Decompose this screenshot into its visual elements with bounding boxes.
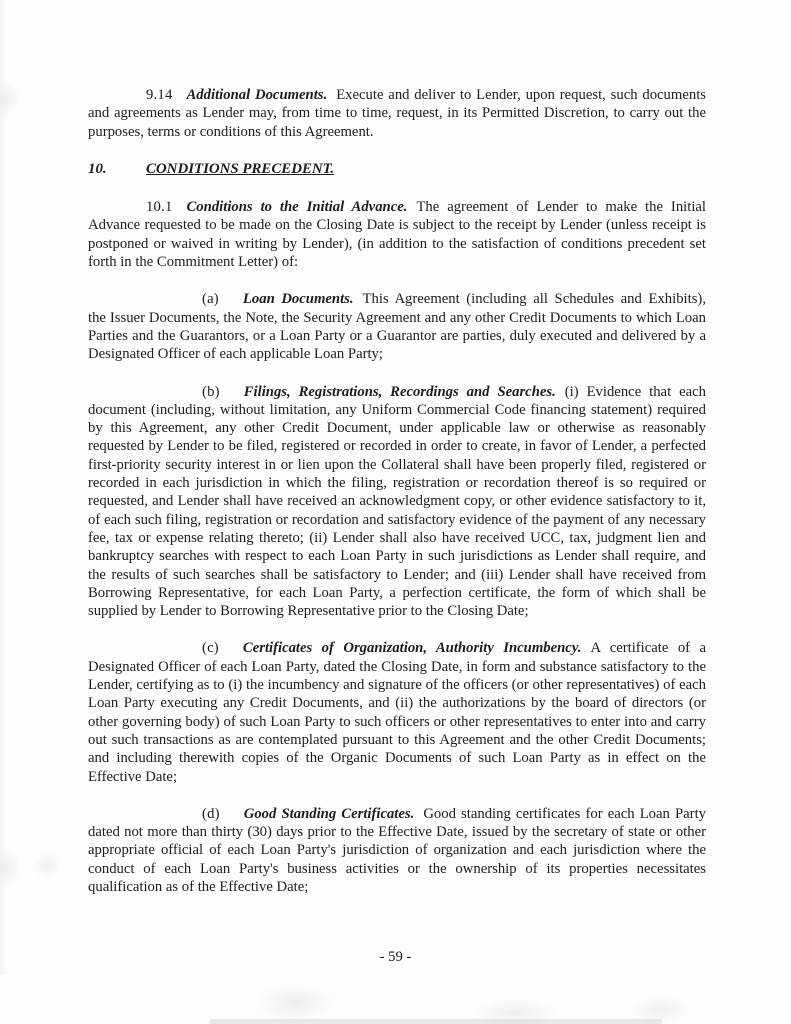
- clause-number: 9.14: [146, 87, 173, 103]
- subclause-heading: Good Standing Certificates.: [243, 805, 415, 822]
- subclause-heading: Filings, Registrations, Recordings and Searches.: [243, 383, 556, 400]
- scan-smudge: [470, 998, 560, 1024]
- subclause-a: [88, 290, 706, 363]
- clause-10-1: [88, 198, 706, 271]
- scan-smudge: [255, 982, 335, 1024]
- scan-smudge: [34, 852, 60, 880]
- scan-smudge: [630, 995, 690, 1024]
- subclause-b: [88, 383, 706, 621]
- subclause-body: A certificate of a Designated Officer of each Loan Party, dated the Closing Date, in form and substance satisfactory to the Lender, certifying as to (i) the incumbency and signature of the officers (or other representatives) of each Loan Party executing any Credit Documents, and (ii) the authorizations by the board of directors (or other governing body) of such Loan Party to such officers or other representatives to enter into and carry out such transactions as are contemplated pursuant to this Agreement and the other Credit Documents; and including therewith copies of the Organic Documents of such Loan Party as in effect on the Effective Date;: [88, 640, 707, 785]
- scan-edge-artifact-bottom: [210, 1019, 662, 1024]
- page-number: - 59 -: [379, 949, 412, 965]
- scan-smudge: [0, 848, 21, 888]
- scan-smudge: [0, 82, 20, 116]
- subclause-letter: (d): [202, 805, 220, 822]
- subclause-d: [88, 805, 706, 896]
- scan-edge-artifact-left: [0, 0, 7, 975]
- article-title: CONDITIONS PRECEDENT.: [146, 160, 335, 177]
- subclause-letter: (c): [202, 640, 219, 657]
- subclause-c: [88, 639, 706, 785]
- clause-body: Execute and deliver to Lender, upon request, such documents and agreements as Lender may, from time to time, request, in its Permitted Discretion, to carry out the purposes, terms or conditions of this Agreement.: [88, 87, 706, 140]
- document-text-block: [88, 86, 706, 915]
- subclause-body: (i) Evidence that each document (including, without limitation, any Uniform Commercial Code financing statement) required by this Agreement, any other Credit Document, under applicable law or otherwise as reasonably requested by Lender to be filed, registered or recorded in order to create, in favor of Lender, a perfected first-priority security interest in or lien upon the Collateral shall have been properly filed, registered or recorded in each jurisdiction in which the filing, registration or recordation thereof is so required or requested, and Lender shall have received an acknowledgment copy, or other evidence satisfactory to it, of each such filing, registration or recordation and satisfactory evidence of the payment of any necessary fee, tax or expense relating thereto; (ii) Lender shall also have received UCC, tax, judgment lien and bankruptcy searches with respect to each Loan Party in such jurisdictions as Lender shall require, and the results of such searches shall be satisfactory to Lender; and (iii) Lender shall have received from Borrowing Representative, for each Loan Party, a perfection certificate, the form of which shall be supplied by Lender to Borrowing Representative prior to the Closing Date;: [88, 383, 706, 620]
- clause-heading: Additional Documents.: [186, 87, 328, 103]
- subclause-letter: (b): [202, 383, 220, 400]
- article-10-heading: [88, 160, 706, 178]
- clause-9-14: [88, 86, 706, 141]
- article-number: 10.: [88, 160, 107, 177]
- clause-heading: Conditions to the Initial Advance.: [186, 199, 408, 216]
- subclause-body: This Agreement (including all Schedules and Exhibits), the Issuer Documents, the Note, the Security Agreement and any other Credit Documents to which Loan Parties and the Guarantors, or a Loan Party or a Guarantor are parties, duly executed and delivered by a Designated Officer of each applicable Loan Party;: [88, 291, 706, 363]
- subclause-body: Good standing certificates for each Loan Party dated not more than thirty (30) days prior to the Effective Date, issued by the secretary of state or other appropriate official of each Loan Party's jurisdiction of organization and each jurisdiction where the conduct of each Loan Party's business activities or the ownership of its properties necessitates qualification as of the Effective Date;: [88, 805, 706, 895]
- subclause-heading: Certificates of Organization, Authority Incumbency.: [242, 640, 582, 657]
- clause-body: The agreement of Lender to make the Initial Advance requested to be made on the Closing Date is subject to the receipt by Lender (unless receipt is postponed or waived in writing by Lender), (in addition to the satisfaction of conditions precedent set forth in the Commitment Letter) of:: [88, 199, 706, 271]
- subclause-heading: Loan Documents.: [242, 291, 354, 308]
- clause-number: 10.1: [146, 199, 173, 216]
- subclause-letter: (a): [202, 291, 219, 308]
